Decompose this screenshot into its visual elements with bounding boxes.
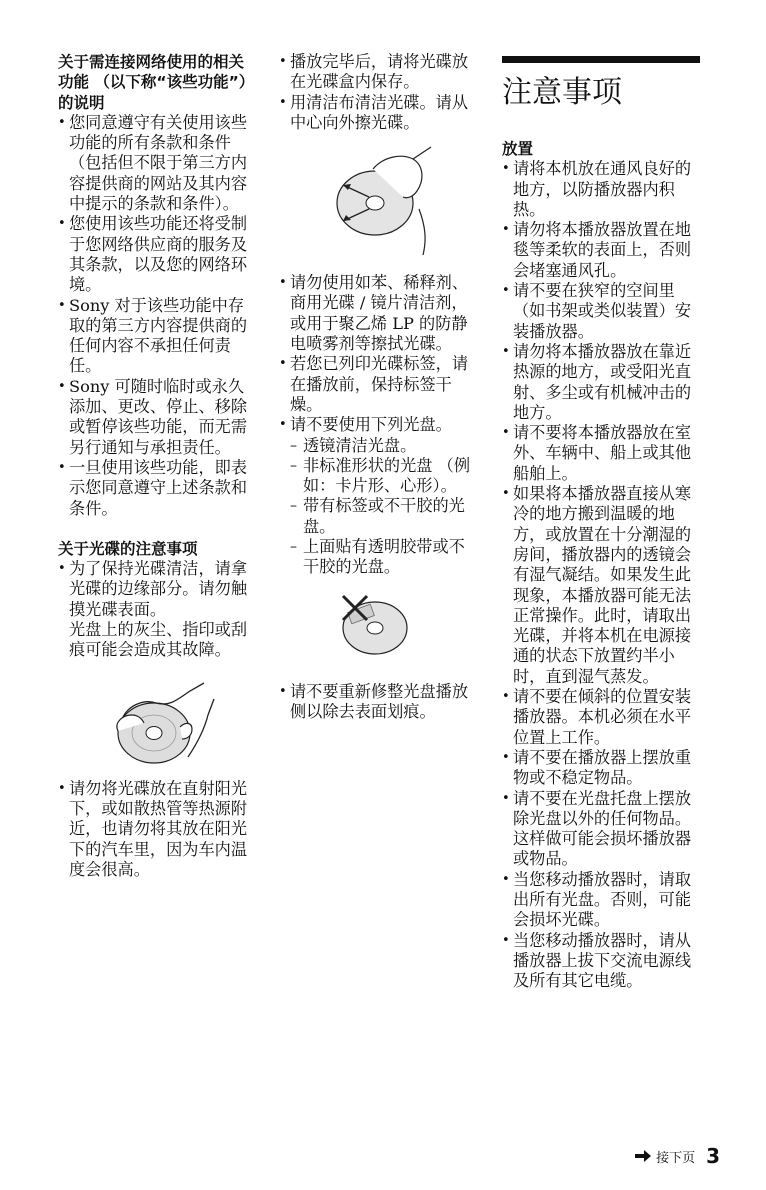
- list-item: • 一旦使用该些功能，即表示您同意遵守上述条款和条件。: [58, 458, 256, 519]
- disc-wiping-illustration: [313, 139, 443, 259]
- disc-holding-illustration: [92, 669, 222, 769]
- disc-tape-warning-illustration: [323, 588, 433, 660]
- list-item: • 请不要在狭窄的空间里 （如书架或类似装置）安装播放器。: [502, 281, 700, 342]
- network-terms-list: [58, 113, 256, 519]
- disc-care-list-top: [279, 52, 477, 133]
- page-number: 3: [706, 1144, 720, 1168]
- list-item: – 上面贴有透明胶带或不干胶的光盘。: [290, 537, 477, 578]
- list-item: • 播放完毕后，请将光碟放在光碟盒内保存。: [279, 52, 477, 93]
- unusable-disc-list: [279, 436, 477, 578]
- list-item: • 您同意遵守有关使用该些功能的所有条款和条件 （包括但不限于第三方内容提供商的网站及其内容中提示的条款和条件）。: [58, 113, 256, 214]
- continue-label: 接下页: [656, 1150, 696, 1166]
- list-item: • 请不要在播放器上摆放重物或不稳定物品。: [502, 748, 700, 789]
- column-right: [502, 56, 700, 991]
- list-item: • 请将本机放在通风良好的地方，以防播放器内积热。: [502, 159, 700, 220]
- list-item: • 请不要重新修整光盘播放侧以除去表面划痕。: [279, 682, 477, 723]
- list-item: • Sony 可随时临时或永久添加、更改、停止、移除或暂停该些功能，而无需另行通知与承担责任。: [58, 377, 256, 458]
- list-item: • 当您移动播放器时，请从播放器上拔下交流电源线及所有其它电缆。: [502, 931, 700, 992]
- list-item: • Sony 对于该些功能中存取的第三方内容提供商的任何内容不承担任何责任。: [58, 296, 256, 377]
- subheading-placement: 放置: [502, 140, 534, 158]
- paragraph-dust: 光盘上的灰尘、指印或刮痕可能会造成其故障。: [69, 620, 248, 660]
- page-footer: [635, 1144, 720, 1168]
- list-item: – 带有标签或不干胶的光盘。: [290, 496, 477, 537]
- list-item: • 如果将本播放器直接从寒冷的地方搬到温暖的地方，或放置在十分潮湿的房间，播放器内的透镜会有湿气凝结。如果发生此现象，本播放器可能无法正常操作。此时，请取出光碟，并将本机在电源接通的状态下放置约半小时，直到湿气蒸发。: [502, 484, 700, 687]
- list-item: • 若您已列印光碟标签，请在播放前，保持标签干燥。: [279, 354, 477, 415]
- disc-resurface-list: [279, 682, 477, 723]
- list-item: • 请不要使用下列光盘。: [279, 415, 477, 435]
- list-item: • 请勿将本播放器放置在地毯等柔软的表面上，否则会堵塞通风孔。: [502, 220, 700, 281]
- heading-network-features: 关于需连接网络使用的相关功能 （以下称“该些功能”）的说明: [58, 53, 255, 112]
- list-item: • 请不要将本播放器放在室外、车辆中、船上或其他船舶上。: [502, 423, 700, 484]
- list-item: • 请不要在倾斜的位置安装播放器。本机必须在水平位置上工作。: [502, 687, 700, 748]
- list-item: • 当您移动播放器时，请取出所有光盘。否则，可能会损坏光碟。: [502, 870, 700, 931]
- list-item: • 请勿将本播放器放在靠近热源的地方，或受阳光直射、多尘或有机械冲击的地方。: [502, 342, 700, 423]
- list-item: • 为了保持光碟清洁，请拿光碟的边缘部分。请勿触摸光碟表面。: [58, 559, 256, 620]
- disc-care-list-mid: [279, 273, 477, 435]
- list-item: – 非标准形状的光盘 （例如：卡片形、心形）。: [290, 456, 477, 497]
- disc-sunlight-list: [58, 779, 256, 880]
- arrow-right-icon: [635, 1150, 651, 1162]
- section-title: 注意事项: [502, 75, 622, 110]
- disc-notes-list: [58, 559, 256, 620]
- list-item: • 请勿使用如苯、稀释剂、商用光碟 / 镜片清洁剂，或用于聚乙烯 LP 的防静电喷雾剂等擦拭光碟。: [279, 273, 477, 354]
- column-middle: [279, 52, 477, 722]
- list-item: • 用清洁布清洁光碟。请从中心向外擦光碟。: [279, 93, 477, 134]
- column-left: [58, 52, 256, 880]
- section-rule: [502, 56, 700, 63]
- list-item: • 您使用该些功能还将受制于您网络供应商的服务及其条款，以及您的网络环境。: [58, 214, 256, 295]
- list-item: • 请勿将光碟放在直射阳光下，或如散热管等热源附近，也请勿将其放在阳光下的汽车里，因为车内温度会很高。: [58, 779, 256, 880]
- list-item: – 透镜清洁光盘。: [290, 436, 477, 456]
- placement-list: [502, 159, 700, 991]
- heading-disc-notes: 关于光碟的注意事项: [58, 539, 198, 558]
- list-item: • 请不要在光盘托盘上摆放除光盘以外的任何物品。这样做可能会损坏播放器或物品。: [502, 789, 700, 870]
